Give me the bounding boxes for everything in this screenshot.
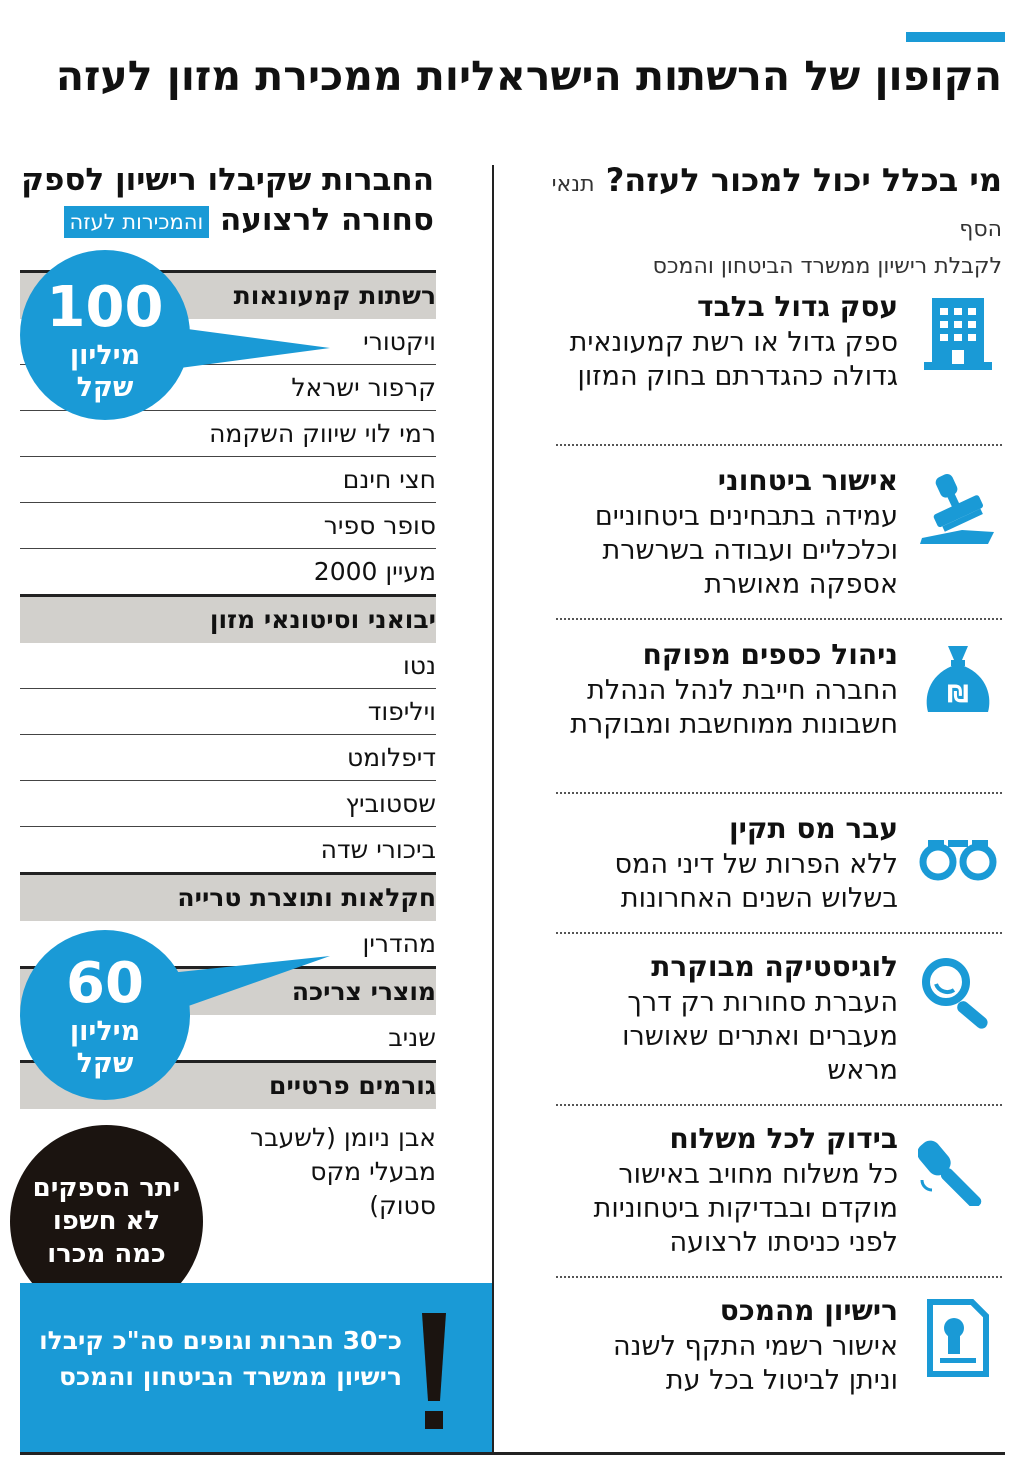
list-item: מעיין 2000 <box>313 557 436 586</box>
exclamation-icon <box>414 1313 454 1433</box>
bubble-unit-line2: שקל <box>76 1048 134 1079</box>
condition-text: כל משלוח מחויב באישור מוקדם ובבדיקות ביטחוניות לפני כניסתו לרצועה <box>593 1159 898 1258</box>
condition-text: עמידה בתבחינים ביטחוניים וכלכליים ועבודה בשרשרת אספקה מאושרת <box>594 501 898 600</box>
certificate-icon <box>918 1298 998 1378</box>
companies-header-line2: סחורה לרצועה <box>219 202 434 238</box>
condition-title: ניהול כספים מפוקח <box>642 638 898 671</box>
accent-bar <box>906 32 1005 42</box>
condition-item <box>556 808 1002 934</box>
list-item: שסטוביץ <box>20 781 436 827</box>
condition-title: אישור ביטחוני <box>717 464 898 497</box>
category-header: רשתות קמעונאות <box>20 270 436 319</box>
bubble-number: 60 <box>66 951 144 1016</box>
condition-title: עסק גדול בלבד <box>697 290 898 323</box>
sales-bubble-victory <box>20 250 190 420</box>
condition-text: ללא הפרות של דיני המס בשלוש השנים האחרונות <box>614 849 898 914</box>
list-item: שניב <box>388 1023 436 1052</box>
list-item: אבן ניומן (לשעבר מבעלי מקס סטוק) <box>250 1123 436 1220</box>
list-item: ויליפוד <box>20 689 436 735</box>
list-item: מהדרין <box>362 929 436 958</box>
condition-text: העברת סחורות רק דרך מעברים ואתרים שאושרו מראש <box>622 987 898 1086</box>
sales-bubble-mehadrin <box>20 930 190 1100</box>
bottom-rule <box>20 1452 1005 1455</box>
stamp-icon <box>918 468 998 548</box>
condition-item <box>556 634 1002 794</box>
building-icon <box>918 294 998 374</box>
note-text: כ־30 חברות וגופים סה"כ קיבלו רישיון ממשרד הביטחון והמכס <box>39 1326 402 1391</box>
handcuffs-icon <box>918 816 998 896</box>
condition-item <box>556 1118 1002 1278</box>
category-header: חקלאות ותוצרת טרייה <box>20 872 436 921</box>
undisclosed-text: יתר הספקים לא חשפו כמה מכרו <box>32 1173 181 1269</box>
list-item: קרפור ישראל <box>20 365 436 411</box>
condition-title: בידוק לכל משלוח <box>669 1122 898 1155</box>
list-item: חצי חינם <box>20 457 436 503</box>
list-item: רמי לוי שיווק השקמה <box>20 411 436 457</box>
condition-item <box>556 1290 1002 1410</box>
category-header: מוצרי צריכה <box>20 966 436 1015</box>
list-item: ביכורי שדה <box>320 835 436 864</box>
conditions-question-note: תנאי הסף <box>551 172 1002 242</box>
bubble-unit-line2: שקל <box>76 372 134 403</box>
conditions-subtitle: לקבלת רישיון ממשרד הביטחון והמכס <box>652 254 1002 279</box>
money-bag-icon <box>918 642 998 722</box>
condition-item <box>556 460 1002 620</box>
conditions-question: מי בכלל יכול למכור לעזה? <box>605 161 1002 199</box>
condition-title: עבר מס תקין <box>729 812 898 845</box>
companies-header-line1: החברות שקיבלו רישיון לספק <box>21 162 434 198</box>
column-divider <box>492 165 494 1455</box>
list-item: נטו <box>20 643 436 689</box>
condition-text: אישור רשמי התקף לשנה וניתן לביטול בכל עת <box>612 1331 898 1396</box>
companies-header <box>14 160 434 240</box>
magnifier-icon <box>918 954 998 1034</box>
bubble-unit-line1: מיליון <box>69 340 141 371</box>
category-header: גורמים פרטיים <box>20 1060 436 1109</box>
list-item: סופר ספיר <box>20 503 436 549</box>
bubble-unit-line1: מיליון <box>69 1016 141 1047</box>
conditions-header <box>532 160 1002 282</box>
condition-title: רישיון מהמכס <box>719 1294 898 1327</box>
note-box <box>20 1283 492 1452</box>
list-item: דיפלומט <box>20 735 436 781</box>
svg-text:₪: ₪ <box>947 680 969 708</box>
metal-detector-icon <box>918 1126 998 1206</box>
condition-text: החברה חייבת לנהל הנהלת חשבונות ממוחשבת ומבוקרת <box>570 675 898 740</box>
condition-item <box>556 946 1002 1106</box>
condition-text: ספק גדול או רשת קמעונאית גדולה כהגדרתם בחוק המזון <box>569 327 898 392</box>
list-item: ויקטורי <box>20 319 436 365</box>
page-title: הקופון של הרשתות הישראליות ממכירת מזון לעזה <box>55 52 1002 100</box>
bubble-number: 100 <box>46 275 164 340</box>
category-header: יבואני וסיטונאי מזון <box>20 594 436 643</box>
companies-header-tag: והמכירות לעזה <box>64 206 210 238</box>
condition-item <box>556 286 1002 446</box>
condition-title: לוגיסטיקה מבוקרת <box>651 950 898 983</box>
